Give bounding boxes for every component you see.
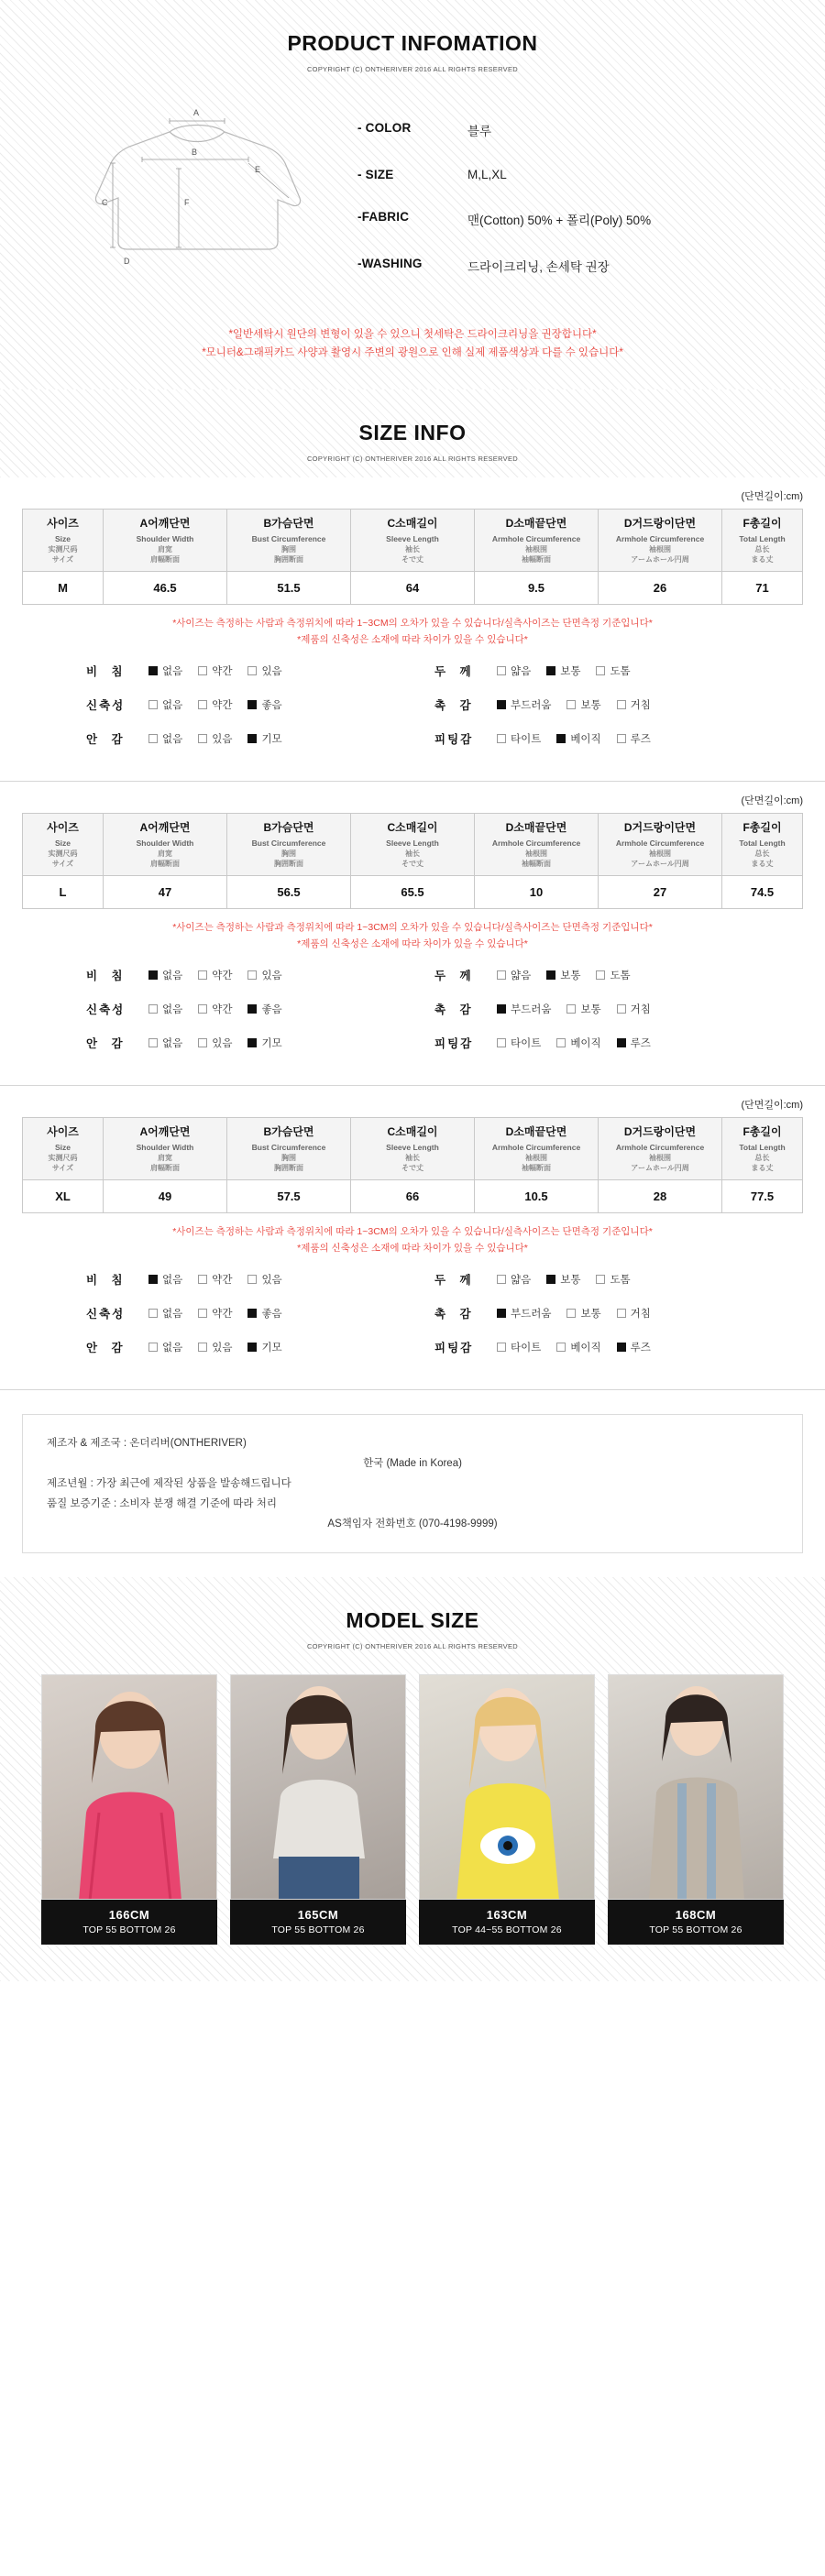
opt-lining-0[interactable]: 없음 (148, 1036, 182, 1050)
table-row (23, 876, 803, 909)
spec-key-color: - COLOR (358, 121, 412, 135)
checkbox-icon[interactable] (148, 1309, 158, 1318)
th-size: 사이즈 Size 实测尺码 サイズ (23, 814, 104, 876)
checkbox-icon[interactable] (617, 734, 626, 743)
size-block-m (0, 477, 825, 781)
checkbox-icon[interactable] (596, 666, 605, 675)
checkbox-icon[interactable] (617, 1343, 626, 1352)
attr-label-see-through: 비 침 (86, 665, 128, 678)
opt-fitting-2[interactable]: 루즈 (617, 1036, 651, 1050)
checkbox-icon[interactable] (198, 1343, 207, 1352)
model-body: TOP 44~55 BOTTOM 26 (452, 1924, 562, 1935)
opt-see-through-2[interactable]: 있음 (248, 663, 281, 678)
opt-thickness-0[interactable]: 얇음 (497, 1272, 531, 1287)
attr-label-thickness: 두 께 (434, 665, 477, 678)
checkbox-icon[interactable] (497, 666, 506, 675)
svg-text:A: A (193, 108, 200, 117)
opt-elasticity-2[interactable]: 좋음 (248, 697, 281, 712)
spec-key-washing: -WASHING (358, 257, 423, 270)
checkbox-icon[interactable] (198, 700, 207, 709)
size-note-line1: *사이즈는 측정하는 사람과 측정위치에 따라 1~3CM의 오차가 있을 수 있습니다/실측사이즈는 단면측정 기준입니다* (172, 618, 653, 629)
opt-see-through-1[interactable]: 약간 (198, 968, 232, 982)
th-total: F총길이 Total Length 总长 まる丈 (722, 814, 803, 876)
cell-bust: 57.5 (227, 1180, 351, 1213)
opt-fitting-2[interactable]: 루즈 (617, 1340, 651, 1354)
model-card (608, 1674, 784, 1945)
opt-touch-1[interactable]: 보통 (566, 1306, 600, 1321)
size-note-line1: *사이즈는 측정하는 사람과 측정위치에 따라 1~3CM의 오차가 있을 수 있습니다/실측사이즈는 단면측정 기준입니다* (172, 922, 653, 933)
opt-fitting-0[interactable]: 타이트 (497, 1036, 541, 1050)
opt-fitting-1[interactable]: 베이직 (556, 1036, 600, 1050)
attr-row-2 (64, 1001, 761, 1017)
th-cuff: D소매끝단면 Armhole Circumference 袖根围 袖幅断面 (475, 510, 599, 572)
attr-row-1 (64, 1271, 761, 1288)
size-table-m (22, 509, 803, 605)
attr-label-thickness: 두 께 (434, 1274, 477, 1287)
table-row (23, 572, 803, 605)
checkbox-icon[interactable] (148, 734, 158, 743)
opt-elasticity-2[interactable]: 좋음 (248, 1002, 281, 1016)
opt-touch-0[interactable]: 부드러움 (497, 1002, 551, 1016)
opt-elasticity-1[interactable]: 약간 (198, 1002, 232, 1016)
opt-fitting-1[interactable]: 베이직 (556, 1340, 600, 1354)
checkbox-icon[interactable] (248, 1004, 257, 1014)
model-figure-4 (609, 1675, 784, 1900)
checkbox-icon[interactable] (248, 1343, 257, 1352)
attr-label-fitting: 피팅감 (434, 1037, 474, 1050)
product-info-title: PRODUCT INFOMATION (287, 31, 538, 55)
opt-see-through-2[interactable]: 있음 (248, 1272, 281, 1287)
svg-text:E: E (255, 165, 261, 174)
th-armhole: D거드랑이단면 Armhole Circumference 袖根围 アームホール円周 (599, 814, 722, 876)
opt-lining-1[interactable]: 있음 (198, 1340, 232, 1354)
checkbox-icon[interactable] (617, 700, 626, 709)
checkbox-icon[interactable] (497, 1038, 506, 1047)
attr-label-lining: 안 감 (86, 733, 128, 746)
checkbox-icon[interactable] (148, 1343, 158, 1352)
cell-cuff: 10.5 (475, 1180, 599, 1213)
th-bust: B가슴단면 Bust Circumference 胸围 胸囲断面 (227, 510, 351, 572)
cell-armhole: 28 (599, 1180, 722, 1213)
opt-see-through-1[interactable]: 약간 (198, 1272, 232, 1287)
model-body: TOP 55 BOTTOM 26 (82, 1924, 176, 1935)
th-cuff: D소매끝단면 Armhole Circumference 袖根围 袖幅断面 (475, 814, 599, 876)
attr-row-3 (64, 1339, 761, 1355)
attr-row-1 (64, 967, 761, 983)
spec-row-color (358, 121, 770, 139)
opt-fitting-1[interactable]: 베이직 (556, 731, 600, 746)
attr-label-touch: 촉 감 (434, 699, 477, 712)
opt-elasticity-1[interactable]: 약간 (198, 697, 232, 712)
opt-lining-2[interactable]: 기모 (248, 731, 281, 746)
model-size-title: MODEL SIZE (346, 1608, 479, 1632)
opt-touch-1[interactable]: 보통 (566, 697, 600, 712)
opt-touch-2[interactable]: 거침 (617, 1002, 651, 1016)
model-body: TOP 55 BOTTOM 26 (271, 1924, 365, 1935)
attr-label-lining: 안 감 (86, 1342, 128, 1354)
attr-label-touch: 촉 감 (434, 1308, 477, 1321)
size-info-copyright: COPYRIGHT (C) ONTHERIVER 2016 ALL RIGHTS RESERVED (306, 455, 519, 463)
maker-line-3: 제조년월 : 가장 최근에 제작된 상품을 발송해드립니다 (47, 1478, 292, 1489)
cell-cuff: 10 (475, 876, 599, 909)
spec-value-fabric: 맨(Cotton) 50% + 폴리(Poly) 50% (468, 214, 652, 227)
wash-notice-line1: *일반세탁시 원단의 변형이 있을 수 있으니 첫세탁은 드라이크리닝을 권장합니다* (228, 329, 597, 340)
th-shoulder: A어깨단면 Shoulder Width 肩宽 肩幅断面 (104, 510, 227, 572)
attr-see-through (64, 967, 412, 983)
spec-list (358, 97, 770, 303)
checkbox-icon[interactable] (617, 1004, 626, 1014)
opt-fitting-0[interactable]: 타이트 (497, 731, 541, 746)
checkbox-icon[interactable] (198, 1038, 207, 1047)
model-caption-1 (41, 1900, 217, 1945)
table-row (23, 1180, 803, 1213)
opt-thickness-2[interactable]: 도톰 (596, 968, 630, 982)
svg-text:B: B (192, 148, 198, 157)
opt-touch-2[interactable]: 거침 (617, 697, 651, 712)
size-note-line2: *제품의 신축성은 소재에 따라 차이가 있을 수 있습니다* (297, 1243, 528, 1254)
cell-shoulder: 47 (104, 876, 227, 909)
model-body: TOP 55 BOTTOM 26 (649, 1924, 742, 1935)
attr-row-1 (64, 663, 761, 679)
checkbox-icon[interactable] (497, 1309, 506, 1318)
attr-label-touch: 촉 감 (434, 1003, 477, 1016)
attr-see-through (64, 663, 412, 679)
table-header-row (23, 814, 803, 876)
attr-row-2 (64, 696, 761, 713)
checkbox-icon[interactable] (248, 666, 257, 675)
th-sleeve: C소매길이 Sleeve Length 袖长 そで丈 (351, 510, 475, 572)
attr-lining (64, 1339, 412, 1355)
opt-lining-1[interactable]: 있음 (198, 731, 232, 746)
model-card (419, 1674, 595, 1945)
checkbox-icon[interactable] (497, 700, 506, 709)
model-card (41, 1674, 217, 1945)
th-bust: B가슴단면 Bust Circumference 胸围 胸囲断面 (227, 814, 351, 876)
cell-size: XL (23, 1180, 104, 1213)
opt-thickness-2[interactable]: 도톰 (596, 663, 630, 678)
opt-touch-1[interactable]: 보통 (566, 1002, 600, 1016)
spec-value-color: 블루 (468, 125, 492, 138)
checkbox-icon[interactable] (497, 1275, 506, 1284)
svg-text:D: D (124, 257, 130, 266)
cell-total: 74.5 (722, 876, 803, 909)
checkbox-icon[interactable] (566, 700, 576, 709)
garment-sketch-svg (69, 103, 344, 268)
manufacturer-box (22, 1414, 803, 1553)
garment-sketch (55, 97, 358, 268)
spec-row-fabric (358, 210, 770, 228)
opt-elasticity-0[interactable]: 없음 (148, 697, 182, 712)
attribute-block-l (64, 967, 761, 1085)
opt-elasticity-0[interactable]: 없음 (148, 1306, 182, 1321)
attr-label-see-through: 비 침 (86, 1274, 128, 1287)
model-height: 166CM (108, 1908, 150, 1922)
opt-touch-0[interactable]: 부드러움 (497, 1306, 551, 1321)
attr-label-fitting: 피팅감 (434, 1342, 474, 1354)
spec-value-washing: 드라이크리닝, 손세탁 권장 (468, 260, 610, 274)
opt-see-through-0[interactable]: 없음 (148, 968, 182, 982)
model-caption-4 (608, 1900, 784, 1945)
spec-row-washing (358, 257, 770, 275)
model-photo-4 (608, 1674, 784, 1900)
product-info-copyright: COPYRIGHT (C) ONTHERIVER 2016 ALL RIGHTS RESERVED (306, 65, 519, 73)
opt-see-through-0[interactable]: 없음 (148, 1272, 182, 1287)
attr-touch (412, 1001, 761, 1017)
th-size: 사이즈 Size 实测尺码 サイズ (23, 510, 104, 572)
size-block-xl (0, 1086, 825, 1389)
th-cuff: D소매끝단면 Armhole Circumference 袖根围 袖幅断面 (475, 1118, 599, 1180)
size-table-l (22, 813, 803, 909)
checkbox-icon[interactable] (596, 1275, 605, 1284)
checkbox-icon[interactable] (617, 1038, 626, 1047)
checkbox-icon[interactable] (248, 734, 257, 743)
cell-shoulder: 46.5 (104, 572, 227, 605)
cell-sleeve: 65.5 (351, 876, 475, 909)
attribute-block-m (64, 663, 761, 781)
size-note-line2: *제품의 신축성은 소재에 따라 차이가 있을 수 있습니다* (297, 938, 528, 949)
attr-label-lining: 안 감 (86, 1037, 128, 1050)
attr-row-3 (64, 1035, 761, 1051)
checkbox-icon[interactable] (546, 970, 556, 980)
attr-fitting (412, 730, 761, 747)
model-figure-1 (42, 1675, 217, 1900)
th-bust: B가슴단면 Bust Circumference 胸围 胸囲断面 (227, 1118, 351, 1180)
th-shoulder: A어깨단면 Shoulder Width 肩宽 肩幅断面 (104, 1118, 227, 1180)
checkbox-icon[interactable] (497, 1004, 506, 1014)
checkbox-icon[interactable] (248, 1038, 257, 1047)
opt-see-through-2[interactable]: 있음 (248, 968, 281, 982)
size-note-xl (0, 1213, 825, 1260)
opt-elasticity-0[interactable]: 없음 (148, 1002, 182, 1016)
cell-size: L (23, 876, 104, 909)
product-information-section (0, 0, 825, 389)
cell-shoulder: 49 (104, 1180, 227, 1213)
th-shoulder: A어깨단면 Shoulder Width 肩宽 肩幅断面 (104, 814, 227, 876)
th-armhole: D거드랑이단면 Armhole Circumference 袖根围 アームホール円周 (599, 510, 722, 572)
checkbox-icon[interactable] (198, 666, 207, 675)
checkbox-icon[interactable] (556, 1343, 566, 1352)
checkbox-icon[interactable] (148, 666, 158, 675)
th-sleeve: C소매길이 Sleeve Length 袖长 そで丈 (351, 814, 475, 876)
checkbox-icon[interactable] (566, 1004, 576, 1014)
opt-lining-2[interactable]: 기모 (248, 1340, 281, 1354)
attr-label-thickness: 두 께 (434, 970, 477, 982)
table-header-row (23, 1118, 803, 1180)
maker-line-2: 한국 (Made in Korea) (363, 1458, 462, 1469)
maker-line-4: 품질 보증기준 : 소비자 분쟁 해결 기준에 따라 처리 (47, 1498, 277, 1509)
opt-fitting-2[interactable]: 루즈 (617, 731, 651, 746)
checkbox-icon[interactable] (248, 970, 257, 980)
checkbox-icon[interactable] (198, 970, 207, 980)
model-figure-3 (420, 1675, 595, 1900)
attr-elasticity (64, 696, 412, 713)
th-total: F총길이 Total Length 总长 まる丈 (722, 510, 803, 572)
size-note-m (0, 605, 825, 652)
attr-label-elasticity: 신축성 (86, 699, 126, 712)
attr-label-fitting: 피팅감 (434, 733, 474, 746)
cell-armhole: 27 (599, 876, 722, 909)
opt-lining-2[interactable]: 기모 (248, 1036, 281, 1050)
attr-lining (64, 1035, 412, 1051)
model-photo-3 (419, 1674, 595, 1900)
opt-thickness-1[interactable]: 보통 (546, 1272, 580, 1287)
checkbox-icon[interactable] (198, 1004, 207, 1014)
opt-touch-2[interactable]: 거침 (617, 1306, 651, 1321)
attr-fitting (412, 1339, 761, 1355)
opt-see-through-1[interactable]: 약간 (198, 663, 232, 678)
cell-bust: 56.5 (227, 876, 351, 909)
unit-label-m: (단면길이:cm) (741, 491, 803, 502)
checkbox-icon[interactable] (546, 1275, 556, 1284)
model-height: 168CM (675, 1908, 717, 1922)
attr-thickness (412, 1271, 761, 1288)
spec-key-fabric: -FABRIC (358, 210, 410, 224)
size-info-title: SIZE INFO (358, 421, 467, 444)
attr-row-2 (64, 1305, 761, 1321)
attr-see-through (64, 1271, 412, 1288)
cell-armhole: 26 (599, 572, 722, 605)
checkbox-icon[interactable] (198, 1309, 207, 1318)
model-height: 165CM (297, 1908, 339, 1922)
opt-elasticity-2[interactable]: 좋음 (248, 1306, 281, 1321)
opt-thickness-0[interactable]: 얇음 (497, 663, 531, 678)
attr-lining (64, 730, 412, 747)
attr-fitting (412, 1035, 761, 1051)
checkbox-icon[interactable] (248, 1309, 257, 1318)
size-note-line1: *사이즈는 측정하는 사람과 측정위치에 따라 1~3CM의 오차가 있을 수 있습니다/실측사이즈는 단면측정 기준입니다* (172, 1226, 653, 1237)
model-size-copyright: COPYRIGHT (C) ONTHERIVER 2016 ALL RIGHTS RESERVED (306, 1642, 519, 1650)
cell-bust: 51.5 (227, 572, 351, 605)
spec-row-size (358, 168, 770, 181)
checkbox-icon[interactable] (248, 1275, 257, 1284)
checkbox-icon[interactable] (198, 1275, 207, 1284)
size-note-line2: *제품의 신축성은 소재에 따라 차이가 있을 수 있습니다* (297, 634, 528, 645)
cell-cuff: 9.5 (475, 572, 599, 605)
th-sleeve: C소매길이 Sleeve Length 袖长 そで丈 (351, 1118, 475, 1180)
size-block-l (0, 782, 825, 1085)
checkbox-icon[interactable] (546, 666, 556, 675)
checkbox-icon[interactable] (497, 734, 506, 743)
opt-see-through-0[interactable]: 없음 (148, 663, 182, 678)
model-photo-2 (230, 1674, 406, 1900)
attribute-block-xl (64, 1271, 761, 1389)
wash-notice-line2: *모니터&그래픽카드 사양과 촬영시 주변의 광원으로 인해 실제 제품색상과 다를 수 있습니다* (202, 347, 623, 358)
model-caption-3 (419, 1900, 595, 1945)
attr-elasticity (64, 1001, 412, 1017)
wash-notice (0, 312, 825, 389)
checkbox-icon[interactable] (148, 1004, 158, 1014)
size-info-header (0, 389, 825, 477)
model-size-section (0, 1577, 825, 1981)
checkbox-icon[interactable] (148, 1038, 158, 1047)
model-list (0, 1650, 825, 1981)
unit-label-xl: (단면길이:cm) (741, 1100, 803, 1111)
attr-elasticity (64, 1305, 412, 1321)
maker-line-1: 제조자 & 제조국 : 온더리버(ONTHERIVER) (47, 1438, 247, 1449)
attr-touch (412, 1305, 761, 1321)
opt-touch-0[interactable]: 부드러움 (497, 697, 551, 712)
opt-thickness-1[interactable]: 보통 (546, 663, 580, 678)
attr-touch (412, 696, 761, 713)
svg-text:C: C (102, 198, 108, 207)
checkbox-icon[interactable] (497, 970, 506, 980)
th-total: F총길이 Total Length 总长 まる丈 (722, 1118, 803, 1180)
cell-sleeve: 66 (351, 1180, 475, 1213)
cell-total: 71 (722, 572, 803, 605)
model-height: 163CM (486, 1908, 528, 1922)
attr-thickness (412, 967, 761, 983)
divider (0, 1389, 825, 1390)
th-armhole: D거드랑이단면 Armhole Circumference 袖根围 アームホール円周 (599, 1118, 722, 1180)
checkbox-icon[interactable] (148, 1275, 158, 1284)
cell-size: M (23, 572, 104, 605)
opt-lining-0[interactable]: 없음 (148, 731, 182, 746)
checkbox-icon[interactable] (248, 700, 257, 709)
table-header-row (23, 510, 803, 572)
attr-label-see-through: 비 침 (86, 970, 128, 982)
cell-total: 77.5 (722, 1180, 803, 1213)
maker-line-5: AS책임자 전화번호 (070-4198-9999) (327, 1518, 498, 1529)
attr-thickness (412, 663, 761, 679)
opt-thickness-0[interactable]: 얇음 (497, 968, 531, 982)
checkbox-icon[interactable] (617, 1309, 626, 1318)
svg-text:F: F (184, 198, 190, 207)
model-caption-2 (230, 1900, 406, 1945)
attr-label-elasticity: 신축성 (86, 1308, 126, 1321)
checkbox-icon[interactable] (497, 1343, 506, 1352)
checkbox-icon[interactable] (556, 734, 566, 743)
checkbox-icon[interactable] (556, 1038, 566, 1047)
cell-sleeve: 64 (351, 572, 475, 605)
attr-label-elasticity: 신축성 (86, 1003, 126, 1016)
size-note-l (0, 909, 825, 956)
model-card (230, 1674, 406, 1945)
opt-lining-1[interactable]: 있음 (198, 1036, 232, 1050)
attr-row-3 (64, 730, 761, 747)
checkbox-icon[interactable] (596, 970, 605, 980)
opt-fitting-0[interactable]: 타이트 (497, 1340, 541, 1354)
checkbox-icon[interactable] (148, 970, 158, 980)
unit-label-l: (단면길이:cm) (741, 795, 803, 806)
model-photo-1 (41, 1674, 217, 1900)
spec-value-size: M,L,XL (468, 168, 507, 181)
checkbox-icon[interactable] (566, 1309, 576, 1318)
checkbox-icon[interactable] (148, 700, 158, 709)
opt-elasticity-1[interactable]: 약간 (198, 1306, 232, 1321)
opt-thickness-2[interactable]: 도톰 (596, 1272, 630, 1287)
opt-thickness-1[interactable]: 보통 (546, 968, 580, 982)
opt-lining-0[interactable]: 없음 (148, 1340, 182, 1354)
th-size: 사이즈 Size 实测尺码 サイズ (23, 1118, 104, 1180)
checkbox-icon[interactable] (198, 734, 207, 743)
model-figure-2 (231, 1675, 406, 1900)
size-table-xl (22, 1117, 803, 1213)
spec-key-size: - SIZE (358, 168, 394, 181)
